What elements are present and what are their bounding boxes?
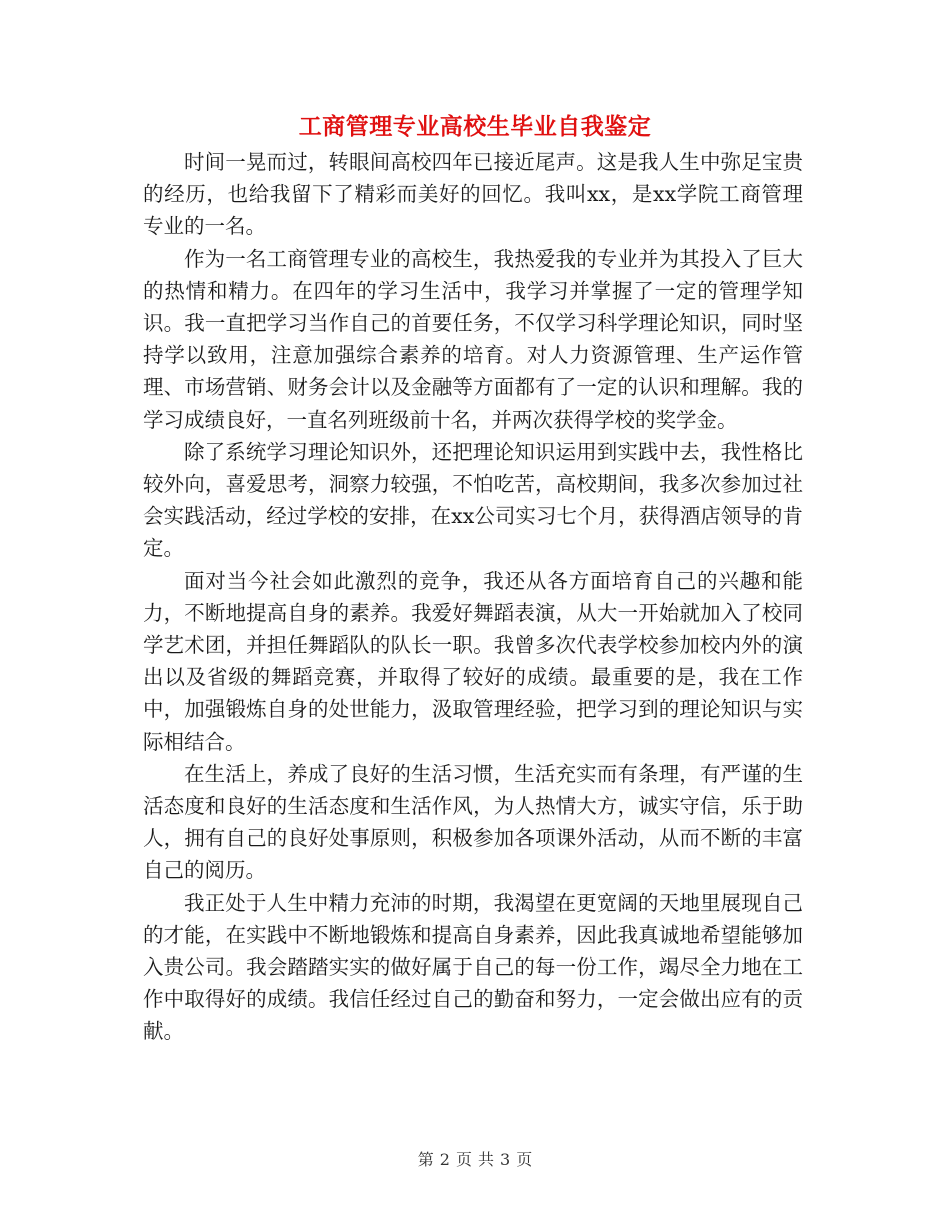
document-body	[143, 146, 803, 1048]
footer-suffix: 页	[516, 1150, 533, 1169]
paragraph-3: 除了系统学习理论知识外，还把理论知识运用到实践中去，我性格比较外向，喜爱思考，洞察力较强，不怕吃苦，高校期间，我多次参加过社会实践活动，经过学校的安排，在xx公司实习七个月，获得酒店领导的肯定。	[143, 439, 803, 561]
paragraph-2: 作为一名工商管理专业的高校生，我热爱我的专业并为其投入了巨大的热情和精力。在四年的学习生活中，我学习并掌握了一定的管理学知识。我一直把学习当作自己的首要任务，不仅学习科学理论知识，同时坚持学以致用，注意加强综合素养的培育。对人力资源管理、生产运作管理、市场营销、财务会计以及金融等方面都有了一定的认识和理解。我的学习成绩良好，一直名列班级前十名，并两次获得学校的奖学金。	[143, 246, 803, 432]
paragraph-5: 在生活上，养成了良好的生活习惯，生活充实而有条理，有严谨的生活态度和良好的生活态度和生活作风，为人热情大方，诚实守信，乐于助人，拥有自己的良好处事原则，积极参加各项课外活动，从而不断的丰富自己的阅历。	[143, 761, 803, 883]
document-title: 工商管理专业高校生毕业自我鉴定	[298, 114, 652, 140]
footer-total-pages: 3	[500, 1150, 511, 1169]
footer-page-word: 页	[455, 1150, 472, 1169]
page-number-footer	[0, 1147, 950, 1170]
footer-total-word: 共	[478, 1150, 495, 1169]
paragraph-4: 面对当今社会如此激烈的竞争，我还从各方面培育自己的兴趣和能力，不断地提高自身的素养。我爱好舞蹈表演，从大一开始就加入了校同学艺术团，并担任舞蹈队的队长一职。我曾多次代表学校参加校内外的演出以及省级的舞蹈竞赛，并取得了较好的成绩。最重要的是，我在工作中，加强锻炼自身的处世能力，汲取管理经验，把学习到的理论知识与实际相结合。	[143, 568, 803, 754]
paragraph-6: 我正处于人生中精力充沛的时期，我渴望在更宽阔的天地里展现自己的才能，在实践中不断地锻炼和提高自身素养，因此我真诚地希望能够加入贵公司。我会踏踏实实的做好属于自己的每一份工作，竭尽全力地在工作中取得好的成绩。我信任经过自己的勤奋和努力，一定会做出应有的贡献。	[143, 890, 803, 1044]
footer-current-page: 2	[439, 1150, 450, 1169]
paragraph-1: 时间一晃而过，转眼间高校四年已接近尾声。这是我人生中弥足宝贵的经历，也给我留下了精彩而美好的回忆。我叫xx，是xx学院工商管理专业的一名。	[143, 150, 803, 239]
footer-prefix: 第	[417, 1150, 434, 1169]
